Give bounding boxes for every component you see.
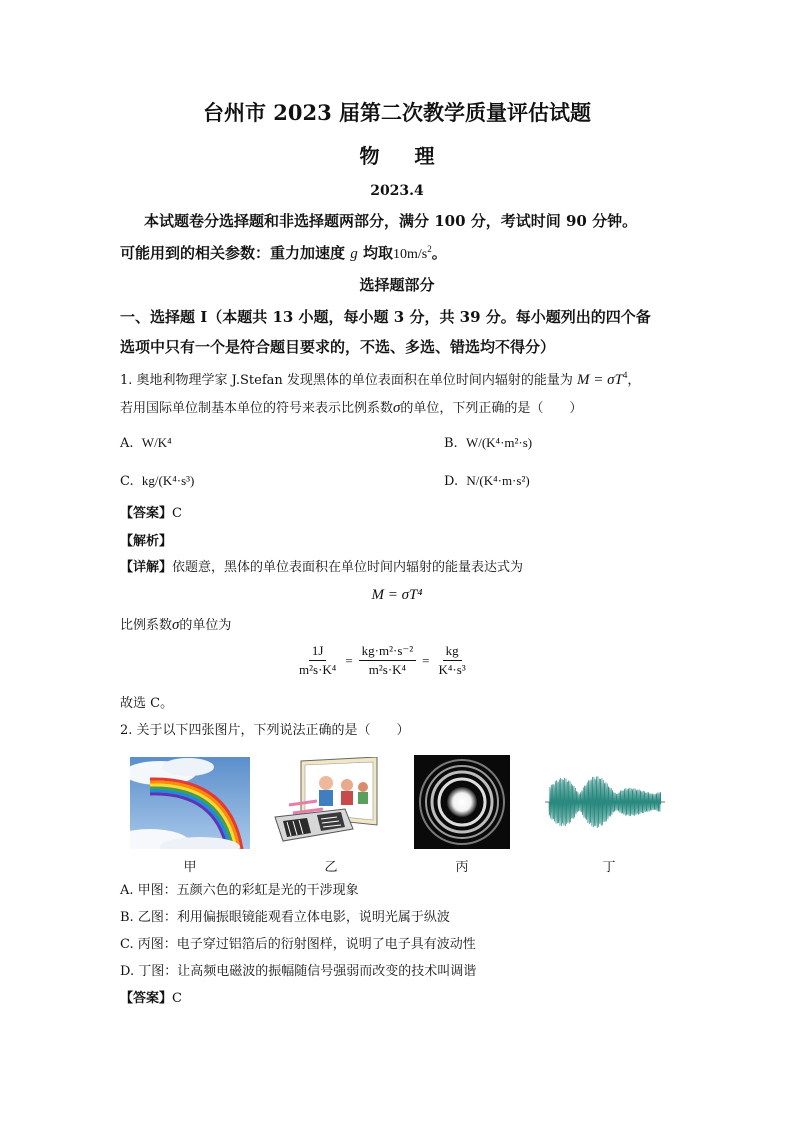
- rainbow-image: [130, 757, 250, 849]
- caption-yi: 乙: [324, 860, 338, 875]
- q2-option-b[interactable]: B. 乙图：利用偏振眼镜能观看立体电影，说明光属于纵波: [120, 910, 450, 925]
- fraction-numerator: kg: [443, 643, 462, 661]
- option-text: kg/(K⁴·s³): [141, 473, 195, 488]
- fraction-3: [436, 643, 469, 678]
- q1-formula-exponent: 4: [622, 370, 628, 380]
- modulated-wave-trace: [549, 776, 661, 828]
- section-label: 选择题部分: [359, 276, 435, 294]
- unit-derivation: [296, 643, 469, 678]
- option-letter: B.: [444, 436, 458, 451]
- option-text: W/(K⁴·m²·s): [465, 435, 533, 450]
- q2-option-a[interactable]: A. 甲图：五颜六色的彩虹是光的干涉现象: [120, 883, 359, 898]
- polarized-glasses-image: [271, 757, 391, 849]
- q1-stem-comma: ，: [627, 373, 641, 388]
- fraction-denominator: m²s·K⁴: [299, 662, 337, 677]
- q2-stem: 2. 关于以下四张图片，下列说法正确的是（ ）: [120, 723, 410, 738]
- answer-tag: 【答案】: [120, 991, 173, 1006]
- q1-analysis-tag: 【解析】: [120, 534, 173, 549]
- option-letter: A.: [120, 436, 134, 451]
- answer-value: C: [172, 991, 182, 1006]
- fraction-1: [296, 643, 339, 678]
- equals-sign: =: [422, 652, 430, 668]
- q1-stem-text-2: 若用国际单位制基本单位的符号来表示比例系数: [120, 401, 394, 416]
- q1-sigma: σ: [393, 400, 401, 416]
- caption-bing: 丙: [455, 860, 469, 875]
- exam-title: 台州市 2023 届第二次教学质量评估试题: [202, 100, 592, 125]
- q1-option-d[interactable]: [444, 470, 530, 493]
- section-heading-line-2: 选项中只有一个是符合题目要求的，不选、多选、错选均不得分）: [120, 338, 556, 356]
- caption-ding: 丁: [602, 860, 616, 875]
- q1-option-c[interactable]: [120, 470, 194, 493]
- electron-diffraction-image: [414, 755, 510, 849]
- q1-stem-line-2: [120, 397, 582, 420]
- gravity-exponent: 2: [427, 244, 432, 254]
- option-letter: C.: [120, 474, 134, 489]
- option-text: N/(K⁴·m·s²): [466, 473, 530, 488]
- answer-value: C: [172, 506, 182, 521]
- q2-option-d[interactable]: D. 丁图：让高频电磁波的振幅随信号强弱而改变的技术叫调谐: [120, 964, 477, 979]
- q1-formula: M = σT: [577, 372, 623, 388]
- fraction-denominator: K⁴·s³: [438, 662, 466, 677]
- intro-line-2: [120, 242, 447, 263]
- gravity-symbol: g: [350, 246, 358, 262]
- subject-title: 物 理: [359, 144, 449, 168]
- sigma-line-prefix: 比例系数: [120, 618, 173, 633]
- q1-sigma-unit-line: [120, 614, 231, 637]
- sigma-line-suffix: 的单位为: [179, 618, 232, 633]
- q1-equation: M = σT⁴: [371, 587, 423, 603]
- q2-option-c[interactable]: C. 丙图：电子穿过铝箔后的衍射图样，说明了电子具有波动性: [120, 937, 476, 952]
- fraction-2: [359, 643, 417, 678]
- q1-stem-text-3: 的单位，下列正确的是（ ）: [400, 401, 583, 416]
- q1-detail: [120, 557, 523, 579]
- q1-stem-line-1: [120, 369, 640, 392]
- gravity-value: 10m/s: [393, 247, 428, 262]
- q1-answer: [120, 503, 182, 525]
- option-letter: D.: [444, 474, 459, 489]
- section-heading-line-1: 一、选择题 I（本题共 13 小题，每小题 3 分，共 39 分。每小题列出的四个备: [120, 308, 651, 326]
- intro-params-suffix: 。: [431, 244, 447, 262]
- option-text: W/K⁴: [141, 435, 172, 450]
- detail-text: 依题意，黑体的单位表面积在单位时间内辐射的能量表达式为: [172, 560, 524, 575]
- intro-params-mid: 均取: [362, 244, 393, 262]
- fraction-denominator: m²s·K⁴: [368, 662, 407, 677]
- modulated-wave-image: [545, 770, 665, 834]
- equals-sign: =: [345, 652, 353, 668]
- q1-option-a[interactable]: [120, 432, 172, 455]
- fraction-numerator: kg·m²·s⁻²: [359, 643, 417, 661]
- exam-date: 2023.4: [370, 183, 424, 199]
- q1-conclusion: 故选 C。: [120, 696, 174, 711]
- q1-stem-text: 1. 奥地利物理学家 J.Stefan 发现黑体的单位表面积在单位时间内辐射的能量为: [120, 373, 573, 388]
- q2-answer: [120, 988, 182, 1010]
- intro-params-prefix: 可能用到的相关参数：重力加速度: [120, 244, 346, 262]
- intro-line-1: 本试题卷分选择题和非选择题两部分，满分 100 分，考试时间 90 分钟。: [144, 212, 638, 230]
- detail-tag: 【详解】: [120, 560, 173, 575]
- sigma-symbol: σ: [172, 617, 180, 633]
- fraction-numerator: 1J: [309, 643, 327, 661]
- q1-option-b[interactable]: [444, 432, 532, 455]
- caption-jia: 甲: [183, 860, 197, 875]
- answer-tag: 【答案】: [120, 506, 173, 521]
